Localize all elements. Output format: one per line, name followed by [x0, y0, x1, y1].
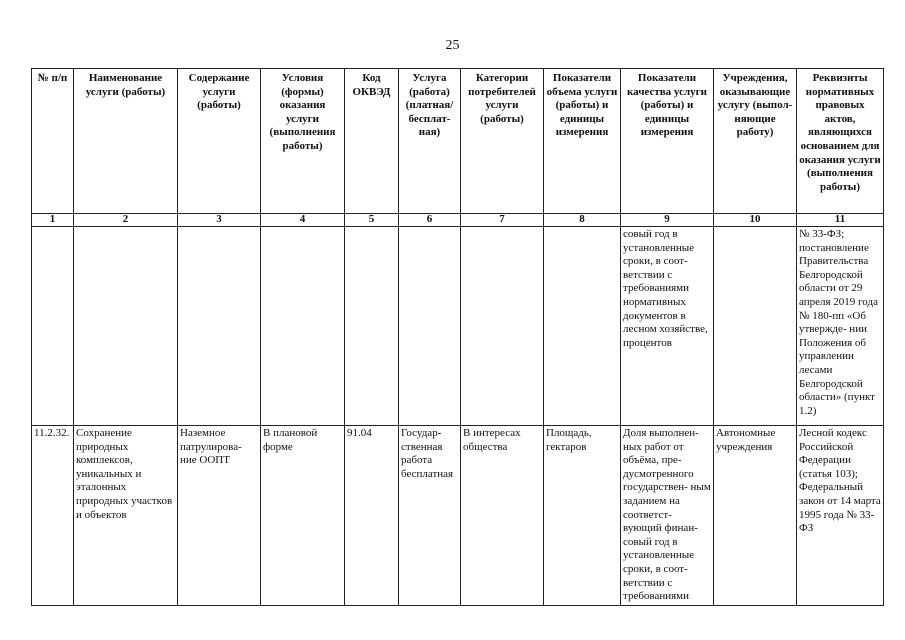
header-cell: Учреждения, оказывающие услугу (выпол- няющие работу) — [714, 69, 797, 214]
header-cell: Реквизиты нормативных правовых актов, являющихся основанием для оказания услуги (выполнения работы) — [797, 69, 884, 214]
header-cell: № п/п — [32, 69, 74, 214]
table-cell — [74, 227, 178, 426]
column-number: 4 — [261, 214, 345, 227]
column-number: 10 — [714, 214, 797, 227]
column-numbers-row — [32, 214, 884, 227]
column-number: 11 — [797, 214, 884, 227]
header-cell: Показатели качества услуги (работы) и единицы измерения — [621, 69, 714, 214]
legal-acts-cell: Лесной кодекс Российской Федерации (статья 103); Федеральный закон от 14 марта 1995 года № 33-ФЗ — [797, 426, 884, 606]
table-cell — [32, 227, 74, 426]
header-cell: Наименование услуги (работы) — [74, 69, 178, 214]
table-cell — [461, 227, 544, 426]
header-row — [32, 69, 884, 214]
continuation-row — [32, 227, 884, 426]
header-cell: Показатели объема услуги (работы) и единицы измерения — [544, 69, 621, 214]
header-cell: Категории потребителей услуги (работы) — [461, 69, 544, 214]
quality-indicators-cell: Доля выполнен- ных работ от объёма, пре- дусмотренного государствен- ным заданием на соответст- вующий финан- совый год в установленные сроки, в соот- ветствии с требованиями — [621, 426, 714, 606]
header-cell: Услуга (работа) (платная/ бесплат- ная) — [399, 69, 461, 214]
column-number: 6 — [399, 214, 461, 227]
conditions-cell: В плановой форме — [261, 426, 345, 606]
table-cell — [345, 227, 399, 426]
column-number: 7 — [461, 214, 544, 227]
okved-code-cell: 91.04 — [345, 426, 399, 606]
row-number-cell: 11.2.32. — [32, 426, 74, 606]
institutions-cell: Автономные учреждения — [714, 426, 797, 606]
services-table — [31, 68, 884, 606]
column-number: 5 — [345, 214, 399, 227]
table-cell — [261, 227, 345, 426]
header-cell: Содержание услуги (работы) — [178, 69, 261, 214]
legal-acts-cell: № 33-ФЗ; постановление Правительства Белгородской области от 29 апреля 2019 года № 180-пп «Об утвержде- нии Положения об управлении лесами Белгородской области» (пункт 1.2) — [797, 227, 884, 426]
table-cell — [399, 227, 461, 426]
page-number: 25 — [445, 38, 460, 53]
quality-indicators-cell: совый год в установленные сроки, в соот- ветствии с требованиями нормативных документов в лесном хозяйстве, процентов — [621, 227, 714, 426]
paid-free-cell: Государ- ственная работа бесплатная — [399, 426, 461, 606]
volume-indicators-cell: Площадь, гектаров — [544, 426, 621, 606]
column-number: 1 — [32, 214, 74, 227]
table-row — [32, 426, 884, 606]
header-cell: Код ОКВЭД — [345, 69, 399, 214]
service-name-cell: Сохранение природных комплексов, уникальных и эталонных природных участков и объектов — [74, 426, 178, 606]
consumer-categories-cell: В интересах общества — [461, 426, 544, 606]
header-cell: Условия (формы) оказания услуги (выполнения работы) — [261, 69, 345, 214]
table-cell — [714, 227, 797, 426]
column-number: 9 — [621, 214, 714, 227]
column-number: 2 — [74, 214, 178, 227]
column-number: 3 — [178, 214, 261, 227]
service-content-cell: Наземное патрулирова- ние ООПТ — [178, 426, 261, 606]
table-cell — [544, 227, 621, 426]
column-number: 8 — [544, 214, 621, 227]
table-cell — [178, 227, 261, 426]
